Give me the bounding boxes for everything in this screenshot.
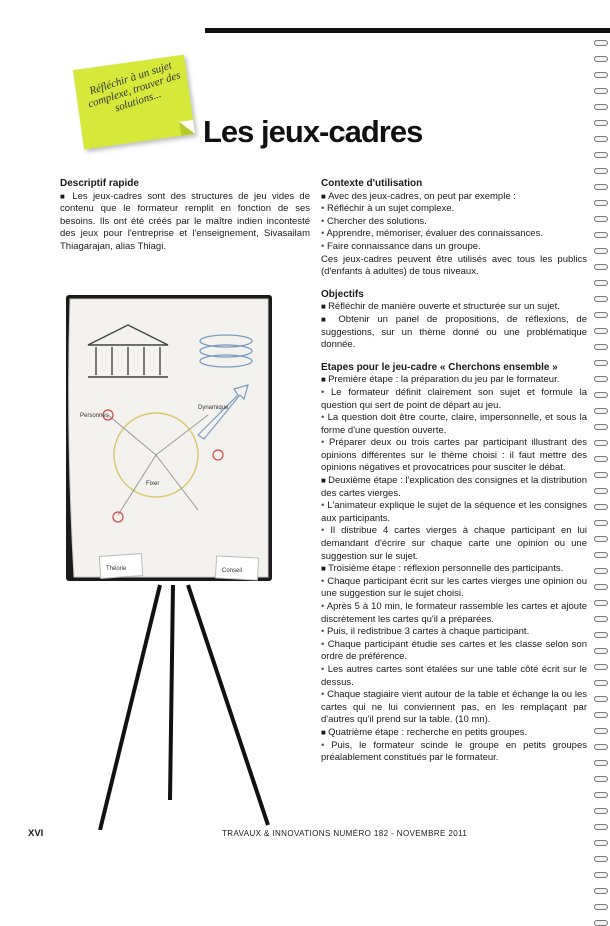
etape-bullet-line: • Les autres cartes sont étalées sur une table côté écrit sur le dessus.: [321, 664, 587, 689]
spiral-ring: [594, 904, 608, 910]
etape-bullet-line: • L'animateur explique le sujet de la séquence et les consignes aux participants.: [321, 500, 587, 525]
contexte-intro: ■ Avec des jeux-cadres, on peut par exemple :: [321, 191, 587, 204]
board-label-conseil: Conseil: [222, 568, 243, 574]
spiral-ring: [594, 296, 608, 302]
contexte-item: • Faire connaissance dans un groupe.: [321, 241, 587, 254]
etape-bullet-line: • Après 5 à 10 min, le formateur rassemble les cartes et ajoute discrètement les cartes qu'il a préparées.: [321, 601, 587, 626]
etape-bullet-line: • Préparer deux ou trois cartes par participant illustrant des opinions différentes sur le thème choisi : il faut mettre des opinions négatives et provocatrices pour susciter le débat.: [321, 437, 587, 475]
sticky-note-fold: [179, 120, 195, 136]
spiral-ring: [594, 856, 608, 862]
contexte-item: • Chercher des solutions.: [321, 216, 587, 229]
spiral-ring: [594, 408, 608, 414]
spiral-ring: [594, 728, 608, 734]
spiral-ring: [594, 840, 608, 846]
spiral-binding: [594, 40, 608, 820]
etapes-list: [321, 374, 587, 764]
spiral-ring: [594, 520, 608, 526]
spiral-ring: [594, 584, 608, 590]
paper-sheet: [69, 299, 268, 577]
board-label-theorie: Théorie: [106, 566, 127, 572]
spiral-ring: [594, 184, 608, 190]
etape-heading-line: ■ Troisième étape : réflexion personnelle des participants.: [321, 563, 587, 576]
easel-leg-right: [188, 585, 268, 825]
spiral-ring: [594, 120, 608, 126]
board-label-fixer: Fixer: [146, 481, 160, 487]
right-column: [321, 178, 587, 765]
spiral-ring: [594, 216, 608, 222]
spiral-ring: [594, 440, 608, 446]
contexte-item: • Réfléchir à un sujet complexe.: [321, 203, 587, 216]
top-rule: [205, 28, 610, 33]
spiral-ring: [594, 472, 608, 478]
spiral-ring: [594, 376, 608, 382]
descriptif-text: ■ Les jeux-cadres sont des structures de jeu vides de contenu que le formateur remplit en fonction de ses besoins. Ils ont été créés par le maître indien incontesté des jeux pour l'entreprise et l'enseignement, Sivasailam Thiagarajan, alias Thiagi.: [60, 191, 310, 254]
easel-leg-center: [170, 585, 173, 800]
flipchart-illustration: [48, 285, 298, 830]
etape-bullet-line: • Le formateur définit clairement son sujet et formule la question qui sert de point de départ au jeu.: [321, 387, 587, 412]
spiral-ring: [594, 136, 608, 142]
spiral-ring: [594, 568, 608, 574]
spiral-ring: [594, 744, 608, 750]
spiral-ring: [594, 552, 608, 558]
etape-bullet-line: • La question doit être courte, claire, impersonnelle, et sous la forme d'une question ouverte.: [321, 412, 587, 437]
spiral-ring: [594, 760, 608, 766]
spiral-ring: [594, 328, 608, 334]
publication-footer: TRAVAUX & INNOVATIONS NUMÉRO 182 - NOVEMBRE 2011: [222, 829, 468, 838]
spiral-ring: [594, 392, 608, 398]
contexte-heading: Contexte d'utilisation: [321, 178, 423, 189]
spiral-ring: [594, 104, 608, 110]
sticky-note-text: Réfléchir à un sujet complexe, trouver des solutions...: [86, 59, 183, 115]
spiral-ring: [594, 456, 608, 462]
spiral-ring: [594, 536, 608, 542]
left-column: [60, 178, 310, 254]
spiral-ring: [594, 264, 608, 270]
spiral-ring: [594, 792, 608, 798]
etape-bullet-line: • Puis, il redistribue 3 cartes à chaque participant.: [321, 626, 587, 639]
spiral-ring: [594, 696, 608, 702]
spiral-ring: [594, 152, 608, 158]
spiral-ring: [594, 232, 608, 238]
easel-leg-left: [100, 585, 160, 830]
objectifs-item: ■ Réfléchir de manière ouverte et structurée sur un sujet.: [321, 301, 587, 314]
spiral-ring: [594, 200, 608, 206]
spiral-ring: [594, 808, 608, 814]
spiral-ring: [594, 712, 608, 718]
spiral-ring: [594, 680, 608, 686]
etape-bullet-line: • Chaque participant écrit sur les cartes vierges une opinion ou une suggestion sur le sujet choisi.: [321, 576, 587, 601]
spiral-ring: [594, 344, 608, 350]
spiral-ring: [594, 888, 608, 894]
etape-heading-line: ■ Quatrième étape : recherche en petits groupes.: [321, 727, 587, 740]
descriptif-heading: Descriptif rapide: [60, 178, 139, 189]
spiral-ring: [594, 600, 608, 606]
etape-bullet-line: • Chaque stagiaire vient autour de la table et échange la ou les cartes qui ne lui conviennent pas, en les remplaçant par d'autres qu'il prend sur la table. (10 mn).: [321, 689, 587, 727]
spiral-ring: [594, 648, 608, 654]
board-label-personnes: Personnes: [80, 413, 109, 419]
spiral-ring: [594, 312, 608, 318]
etape-bullet-line: • Puis, le formateur scinde le groupe en petits groupes préalablement constitués par le formateur.: [321, 740, 587, 765]
spiral-ring: [594, 488, 608, 494]
spiral-ring: [594, 40, 608, 46]
spiral-ring: [594, 776, 608, 782]
spiral-ring: [594, 664, 608, 670]
spiral-ring: [594, 88, 608, 94]
contexte-item: • Apprendre, mémoriser, évaluer des connaissances.: [321, 228, 587, 241]
spiral-ring: [594, 56, 608, 62]
spiral-ring: [594, 168, 608, 174]
spiral-ring: [594, 504, 608, 510]
etape-heading-line: ■ Deuxième étape : l'explication des consignes et la distribution des cartes vierges.: [321, 475, 587, 500]
page-title: Les jeux-cadres: [203, 114, 423, 149]
spiral-ring: [594, 248, 608, 254]
spiral-ring: [594, 920, 608, 926]
objectifs-item: ■ Obtenir un panel de propositions, de réflexions, de suggestions, sur un thème donné ou une problématique donnée.: [321, 314, 587, 352]
etape-bullet-line: • Il distribue 4 cartes vierges à chaque participant en lui demandant d'écrire sur chaque carte une opinion ou une suggestion sur le sujet.: [321, 525, 587, 563]
etapes-heading: Etapes pour le jeu-cadre « Cherchons ensemble »: [321, 361, 558, 373]
objectifs-heading: Objectifs: [321, 288, 364, 300]
page-number: XVI: [28, 828, 44, 839]
spiral-ring: [594, 72, 608, 78]
etape-bullet-line: • Chaque participant étudie ses cartes et les classe selon son ordre de préférence.: [321, 639, 587, 664]
spiral-ring: [594, 424, 608, 430]
spiral-ring: [594, 872, 608, 878]
spiral-ring: [594, 632, 608, 638]
spiral-ring: [594, 360, 608, 366]
spiral-ring: [594, 824, 608, 830]
spiral-ring: [594, 280, 608, 286]
spiral-ring: [594, 616, 608, 622]
contexte-outro: Ces jeux-cadres peuvent être utilisés avec tous les publics (d'enfants à adultes) de tous niveaux.: [321, 253, 587, 278]
board-label-dynamique: Dynamique: [198, 405, 229, 411]
etape-heading-line: ■ Première étape : la préparation du jeu par le formateur.: [321, 374, 587, 387]
sticky-note: [73, 55, 195, 150]
